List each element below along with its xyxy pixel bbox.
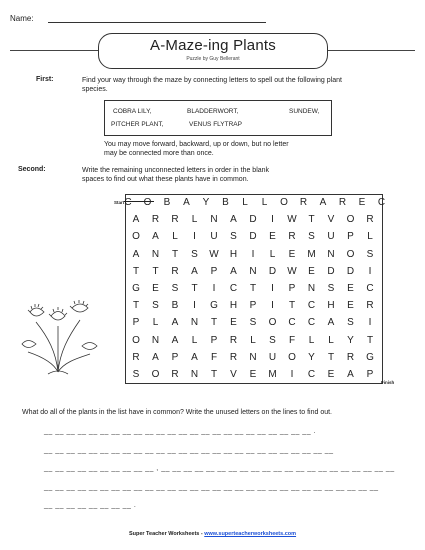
first-line-1: Find your way through the maze by connecting letters to spell out the following plant [82, 77, 342, 84]
maze-letter: O [143, 197, 152, 208]
maze-letter: T [210, 317, 218, 329]
answer-line-4[interactable]: __ __ __ __ __ __ __ __ __ __ __ __ __ __ __ __ __ __ __ __ __ __ __ __ __ __ __ __ __ __ [44, 484, 379, 491]
maze-letter: M [268, 369, 277, 380]
word-cobra-lily: COBRA LILY, [113, 108, 152, 115]
word-venus-flytrap: VENUS FLYTRAP [189, 121, 242, 128]
maze-letter: O [346, 248, 355, 260]
question-text: What do all of the plants in the list have in common? Write the unused letters on the lines to find out. [22, 409, 332, 416]
maze-letter: M [307, 248, 316, 260]
maze-letter: V [230, 369, 237, 380]
maze-letter: P [132, 317, 140, 329]
maze-letter: A [152, 231, 159, 243]
maze-letter: C [229, 283, 238, 294]
maze-letter: S [230, 231, 237, 243]
maze-letter: C [307, 369, 316, 380]
maze-letter: L [250, 334, 256, 346]
maze-letter: R [229, 351, 238, 363]
maze-letter: N [151, 248, 160, 260]
maze-letter: A [327, 317, 335, 329]
answer-line-3[interactable]: __ __ __ __ __ __ __ __ __ __ , __ __ __ __ __ __ __ __ __ __ __ __ __ __ __ __ __ __ __ __ __ [44, 465, 395, 472]
maze-letter: A [347, 369, 354, 380]
maze-letter: I [193, 300, 196, 312]
page-title: A-Maze-ing Plants [150, 37, 276, 54]
maze-letter: E [152, 283, 159, 294]
maze-letter: T [171, 248, 179, 260]
footer-prefix: Super Teacher Worksheets - [128, 531, 205, 537]
maze-letter: Y [347, 334, 354, 346]
rule-line-1: You may move forward, backward, up or down, but no letter [104, 141, 289, 148]
maze-letter: A [183, 197, 190, 208]
second-line-2: spaces to find out what these plants have in common. [82, 176, 249, 183]
maze-letter: O [132, 334, 140, 346]
maze-letter: C [124, 197, 132, 208]
maze-letter: F [210, 351, 218, 363]
maze-letter: T [132, 265, 140, 277]
maze-letter: O [280, 197, 288, 208]
maze-letter: E [288, 248, 296, 260]
maze-letter: E [269, 231, 276, 243]
maze-letter: P [171, 351, 179, 363]
maze-letter: L [242, 197, 248, 208]
maze-letter: G [132, 283, 140, 294]
maze-letter: N [249, 265, 257, 277]
maze-letter: Y [308, 351, 315, 363]
maze-letter: T [191, 283, 198, 294]
maze-letter: D [249, 231, 257, 243]
maze-letter: L [328, 334, 334, 346]
maze-letter: R [229, 334, 238, 346]
maze-letter: I [251, 248, 255, 260]
maze-letter: P [366, 369, 374, 380]
maze-letter: E [347, 300, 354, 312]
maze-letter: D [268, 265, 277, 277]
maze-letter: N [210, 214, 218, 226]
word-pitcher-plant: PITCHER PLANT, [111, 121, 164, 128]
finish-label: Finish [381, 380, 395, 385]
maze-letter: I [368, 317, 372, 329]
maze-letter: E [358, 197, 366, 208]
maze-letter: A [230, 265, 237, 277]
first-label: First: [36, 76, 54, 83]
title-rule-right [327, 50, 415, 51]
maze-letter: I [193, 231, 196, 243]
maze-letter: O [151, 369, 160, 380]
maze-letter: R [346, 351, 355, 363]
maze-letter: V [327, 214, 335, 226]
maze-letter: P [249, 300, 257, 312]
maze-letter: N [249, 351, 257, 363]
maze-letter: I [212, 283, 216, 294]
maze-letter: S [249, 317, 257, 329]
maze-letter: B [163, 197, 171, 208]
footer-url[interactable]: www.superteacherworksheets.com [204, 531, 297, 537]
rule-line-2: may be connected more than once. [104, 150, 214, 157]
maze-letter: O [268, 317, 277, 329]
maze-letter: E [249, 369, 257, 380]
maze-letter: R [288, 231, 296, 243]
maze-letter: P [347, 231, 354, 243]
maze-letter: E [327, 369, 335, 380]
maze-letter: W [287, 265, 297, 277]
maze-letter: C [377, 197, 386, 208]
maze-letter: A [191, 351, 198, 363]
maze-letter: D [327, 265, 335, 277]
maze-letter: U [327, 231, 335, 243]
maze-letter: R [366, 300, 374, 312]
title-box [98, 33, 328, 69]
maze-letter: E [230, 317, 237, 329]
maze-letter: D [249, 214, 257, 226]
venus-flytrap-illustration [18, 282, 100, 378]
maze-letter: H [327, 300, 335, 312]
maze-letter: T [152, 265, 159, 277]
maze-letter: L [172, 231, 178, 243]
maze-letter: L [191, 214, 198, 226]
maze-letter: U [210, 231, 218, 243]
maze-letter: T [132, 300, 140, 312]
maze-letter: N [190, 369, 199, 380]
maze-letter: G [210, 300, 218, 312]
name-label: Name: [10, 14, 34, 23]
maze-letter: W [287, 214, 297, 226]
maze-letter: E [347, 283, 354, 294]
maze-letter: S [327, 283, 335, 294]
maze-letter: N [327, 248, 335, 260]
maze-letter: Y [202, 197, 210, 208]
maze-letter: R [171, 214, 179, 226]
maze-letter: S [171, 283, 179, 294]
maze-letter: S [269, 334, 276, 346]
maze-letter: A [132, 214, 140, 226]
maze-letter: N [190, 317, 199, 329]
answer-line-2[interactable]: __ __ __ __ __ __ __ __ __ __ __ __ __ __ __ __ __ __ __ __ __ __ __ __ __ __ [44, 447, 334, 454]
maze-letter: F [288, 334, 296, 346]
maze-letter: C [307, 300, 316, 312]
maze-letter: L [261, 197, 268, 208]
maze-letter: H [229, 300, 238, 312]
second-label: Second: [18, 166, 46, 173]
answer-line-5[interactable]: __ __ __ __ __ __ __ __ . [44, 502, 137, 509]
maze-letter: A [191, 265, 198, 277]
maze-letter: P [210, 334, 218, 346]
maze-letter: H [229, 248, 238, 260]
maze-letter: I [271, 283, 274, 294]
second-line-1: Write the remaining unconnected letters in order in the blank [82, 167, 270, 174]
maze-letter: O [132, 231, 140, 243]
maze-letter: C [288, 317, 296, 329]
title-rule-left [10, 50, 98, 51]
maze-letter: B [222, 197, 229, 208]
maze-letter: A [171, 334, 179, 346]
maze-letter: L [308, 334, 315, 346]
maze-letter: T [288, 300, 296, 312]
maze-letter: S [152, 300, 159, 312]
maze-letter: D [346, 265, 355, 277]
maze-letter: R [171, 369, 179, 380]
maze-letter: R [366, 214, 374, 226]
maze-letter: I [290, 369, 294, 380]
word-bladderwort: BLADDERWORT, [187, 108, 239, 115]
maze-letter: R [338, 197, 347, 208]
footer [0, 531, 425, 537]
maze-letter: W [209, 248, 219, 260]
maze-letter: L [269, 248, 276, 260]
maze-letter: I [271, 300, 274, 312]
maze-letter: I [271, 214, 274, 226]
maze-letter: T [366, 334, 374, 346]
maze-letter: N [307, 283, 316, 294]
maze-letter: I [368, 265, 372, 277]
maze-letter: L [152, 317, 159, 329]
maze-letter: T [210, 369, 218, 380]
maze-letter: R [171, 265, 179, 277]
name-line[interactable] [48, 22, 266, 23]
maze-letter: A [171, 317, 179, 329]
maze-letter: A [319, 197, 327, 208]
maze-grid [124, 194, 386, 384]
maze-letter: C [307, 317, 316, 329]
maze-letter: O [346, 214, 355, 226]
maze-letter: T [327, 351, 335, 363]
maze-letter: R [132, 351, 140, 363]
maze-letter: G [366, 351, 374, 363]
maze-letter: E [308, 265, 315, 277]
maze-letter: T [249, 283, 257, 294]
maze-letter: C [366, 283, 374, 294]
maze-letter: U [268, 351, 277, 363]
word-sundew: SUNDEW, [289, 108, 320, 115]
maze-letter: L [367, 231, 373, 243]
start-label: Start [114, 200, 125, 205]
maze-letter: L [191, 334, 198, 346]
maze-letter: A [152, 351, 159, 363]
maze-letter: S [366, 248, 374, 260]
maze-letter: N [151, 334, 160, 346]
word-list-box [104, 100, 332, 136]
maze-letter: S [132, 369, 140, 380]
maze-letter: T [308, 214, 315, 226]
maze-letter: A [230, 214, 237, 226]
maze-letter: S [308, 231, 315, 243]
first-line-2: species. [82, 86, 108, 93]
answer-line-1[interactable]: __ __ __ __ __ __ __ __ __ __ __ __ __ __ __ __ __ __ __ __ __ __ __ __ . [44, 428, 316, 435]
maze-letter: P [288, 283, 296, 294]
maze-letter: O [288, 351, 296, 363]
maze-letter: P [210, 265, 218, 277]
maze-letter: R [299, 197, 308, 208]
maze-letter: R [151, 214, 160, 226]
maze-letter: S [191, 248, 198, 260]
maze-letter: B [171, 300, 179, 312]
maze-letter: A [132, 248, 140, 260]
maze-letter: S [347, 317, 354, 329]
page-subtitle: Puzzle by Guy Bellerant [186, 56, 240, 62]
